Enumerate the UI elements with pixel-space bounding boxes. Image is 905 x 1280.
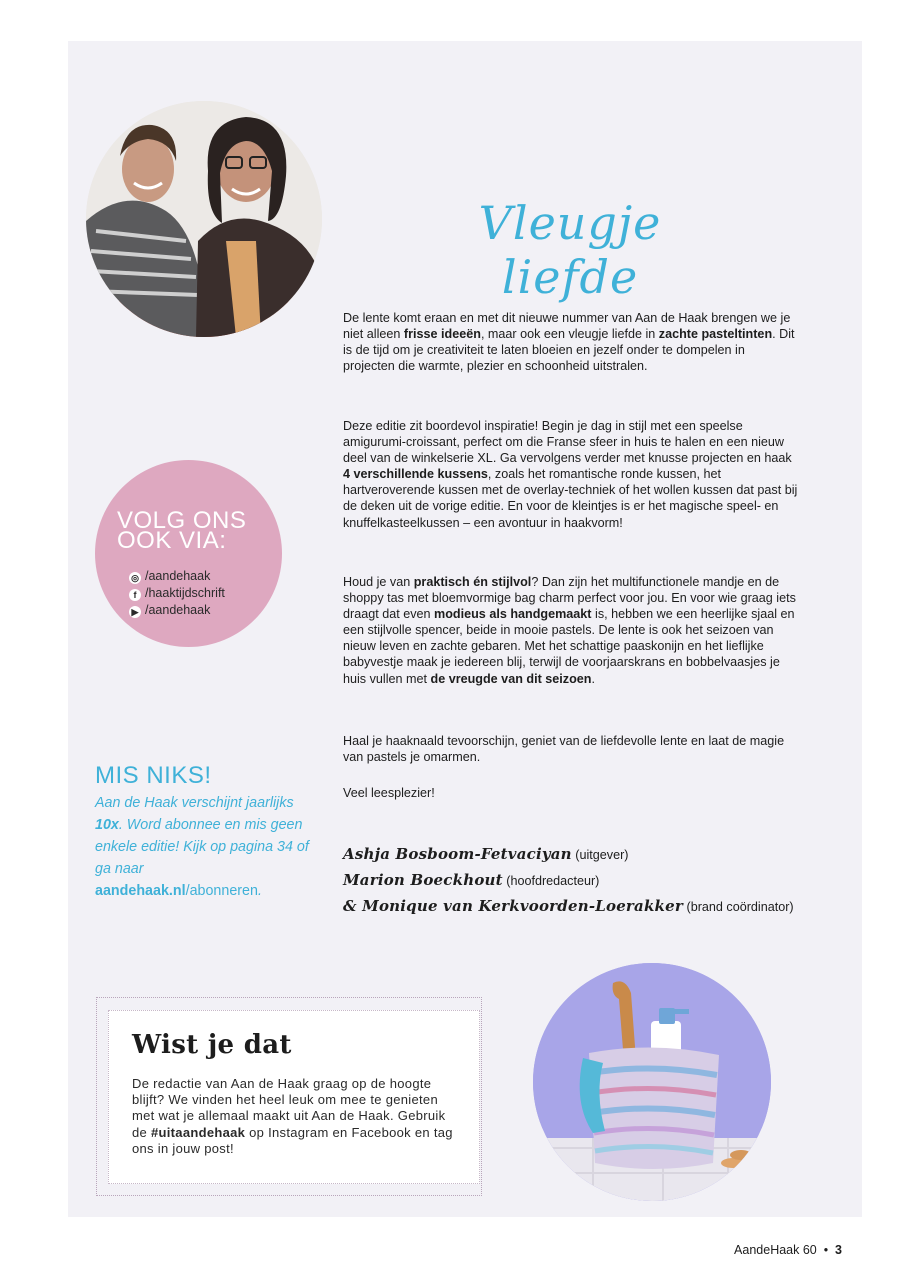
instagram-icon: ◎ [129,572,141,584]
youtube-icon: ▶ [129,606,141,618]
intro-paragraph-4: Haal je haaknaald tevoorschijn, geniet van de liefdevolle lente en laat de magie van pastels je omarmen. [343,734,785,765]
basket-photo [533,963,771,1201]
follow-facebook-link[interactable] [129,586,225,601]
signature-role: (hoofdredacteur) [506,874,600,888]
follow-youtube-link[interactable] [129,603,210,618]
mis-niks-frequency: 10x [95,817,119,833]
page-footer [734,1243,842,1257]
intro-closing: Veel leesplezier! [343,786,435,800]
body-text-run: Deze editie zit boordevol inspiratie! Begin je dag in stijl met een speelse amigurumi-croissant, perfect om die Franse sfeer in huis te halen en een nieuw deel van de winkelserie XL. Ga vervolgens verder met knusse projecten en haak [343,419,792,466]
body-text-run: ? Dan zijn het multifunctionele mandje en de shoppy tas met bloemvormige bag charm perfect voor jou. En voor wie graag iets draagt dat even [343,575,796,622]
emphasis-text: de vreugde van dit seizoen [430,671,592,686]
signature-name: Marion Boeckhout [343,871,503,889]
wist-text-b: op Instagram en Facebook en tag ons in jouw post! [132,1124,453,1156]
body-text-run: , maar ook een vleugje liefde in [480,327,659,342]
facebook-icon: f [129,589,141,601]
wist-je-dat-title: Wist je dat [132,1030,292,1060]
mis-niks-text-a: Aan de Haak verschijnt jaarlijks [95,795,294,811]
signature-role: (uitgever) [575,848,629,862]
follow-heading-line-1: VOLG ONS [117,507,247,534]
mis-niks-text [95,792,310,902]
emphasis-text: praktisch én stijlvol [413,575,532,589]
emphasis-text: frisse ideeën [403,327,481,342]
mis-niks-end: . [257,883,262,899]
intro-paragraph-2 [343,418,798,531]
intro-paragraph-3 [343,574,798,687]
body-text-run: . Dit is de tijd om je creativiteit te laten bloeien en jezelf onder te dompelen in projecten die warmte, plezier en schoonheid uitstralen. [343,327,795,374]
signature-editor-in-chief [343,871,599,889]
signature-role: (brand coördinator) [686,900,794,914]
emphasis-text: modieus als handgemaakt [434,607,592,622]
page-number: 3 [835,1243,842,1257]
body-text-run: Houd je van [343,575,414,589]
emphasis-text: 4 verschillende kussens [343,467,488,482]
signature-publisher [343,845,629,863]
follow-label: /aandehaak [145,603,211,617]
body-text-run: is, hebben we een heerlijke sjaal en een stijlvolle spencer, beide in mooie pastels. De lente is ook het seizoen van nieuw leven en zachte gebaren. Met het schattige paaskonijn en het lieflijke babyvestje maak je iedereen blij, terwijl de voorjaarskrans en bobbelvaasjes je huis vullen met [343,607,795,686]
body-text-run: . [591,671,595,686]
signature-name: & Monique van Kerkvoorden-Loerakker [343,897,683,915]
emphasis-text: zachte pasteltinten [658,327,773,342]
footer-magazine-issue: AandeHaak 60 [734,1243,817,1257]
mis-niks-heading: MIS NIKS! [95,762,212,789]
signature-brand-coordinator [343,897,794,915]
wist-text-a: De redactie van Aan de Haak graag op de hoogte blijft? We vinden het heel leuk om mee te genieten met wat je allemaal maakt uit Aan de Haak. Gebruik de [132,1076,446,1140]
hashtag: #uitaandehaak [150,1124,246,1140]
editors-photo [86,101,322,337]
body-text-run: , zoals het romantische ronde kussen, het hartveroverende kussen met de overlay-techniek of het wollen kussen dat past bij de deken uit de vorige editie. En voor de kleintjes is er het magische speel- en knuffelkasteelkussen – een avontuur in haakvorm! [343,467,798,530]
follow-label: /haaktijdschrift [145,586,225,600]
body-text-run: De lente komt eraan en met dit nieuwe nummer van Aan de Haak brengen we je niet alleen [343,311,791,342]
page-title: Vleugje liefde [478,196,662,304]
footer-bullet: • [823,1243,829,1257]
follow-label: /aandehaak [145,569,211,583]
signature-name: Ashja Bosboom-Fetvaciyan [343,845,572,863]
follow-us-badge [95,460,282,647]
follow-instagram-link[interactable] [129,569,210,584]
intro-paragraph-1 [343,310,798,374]
follow-heading [117,507,267,554]
wist-je-dat-text [132,1076,462,1157]
subscribe-link-path[interactable]: /abonneren [185,883,258,899]
follow-heading-line-2: OOK VIA: [117,527,227,554]
subscribe-link-domain[interactable]: aandehaak.nl [95,883,186,899]
mis-niks-text-b: . Word abonnee en mis geen enkele editie! Kijk op pagina 34 of ga naar [95,817,309,877]
